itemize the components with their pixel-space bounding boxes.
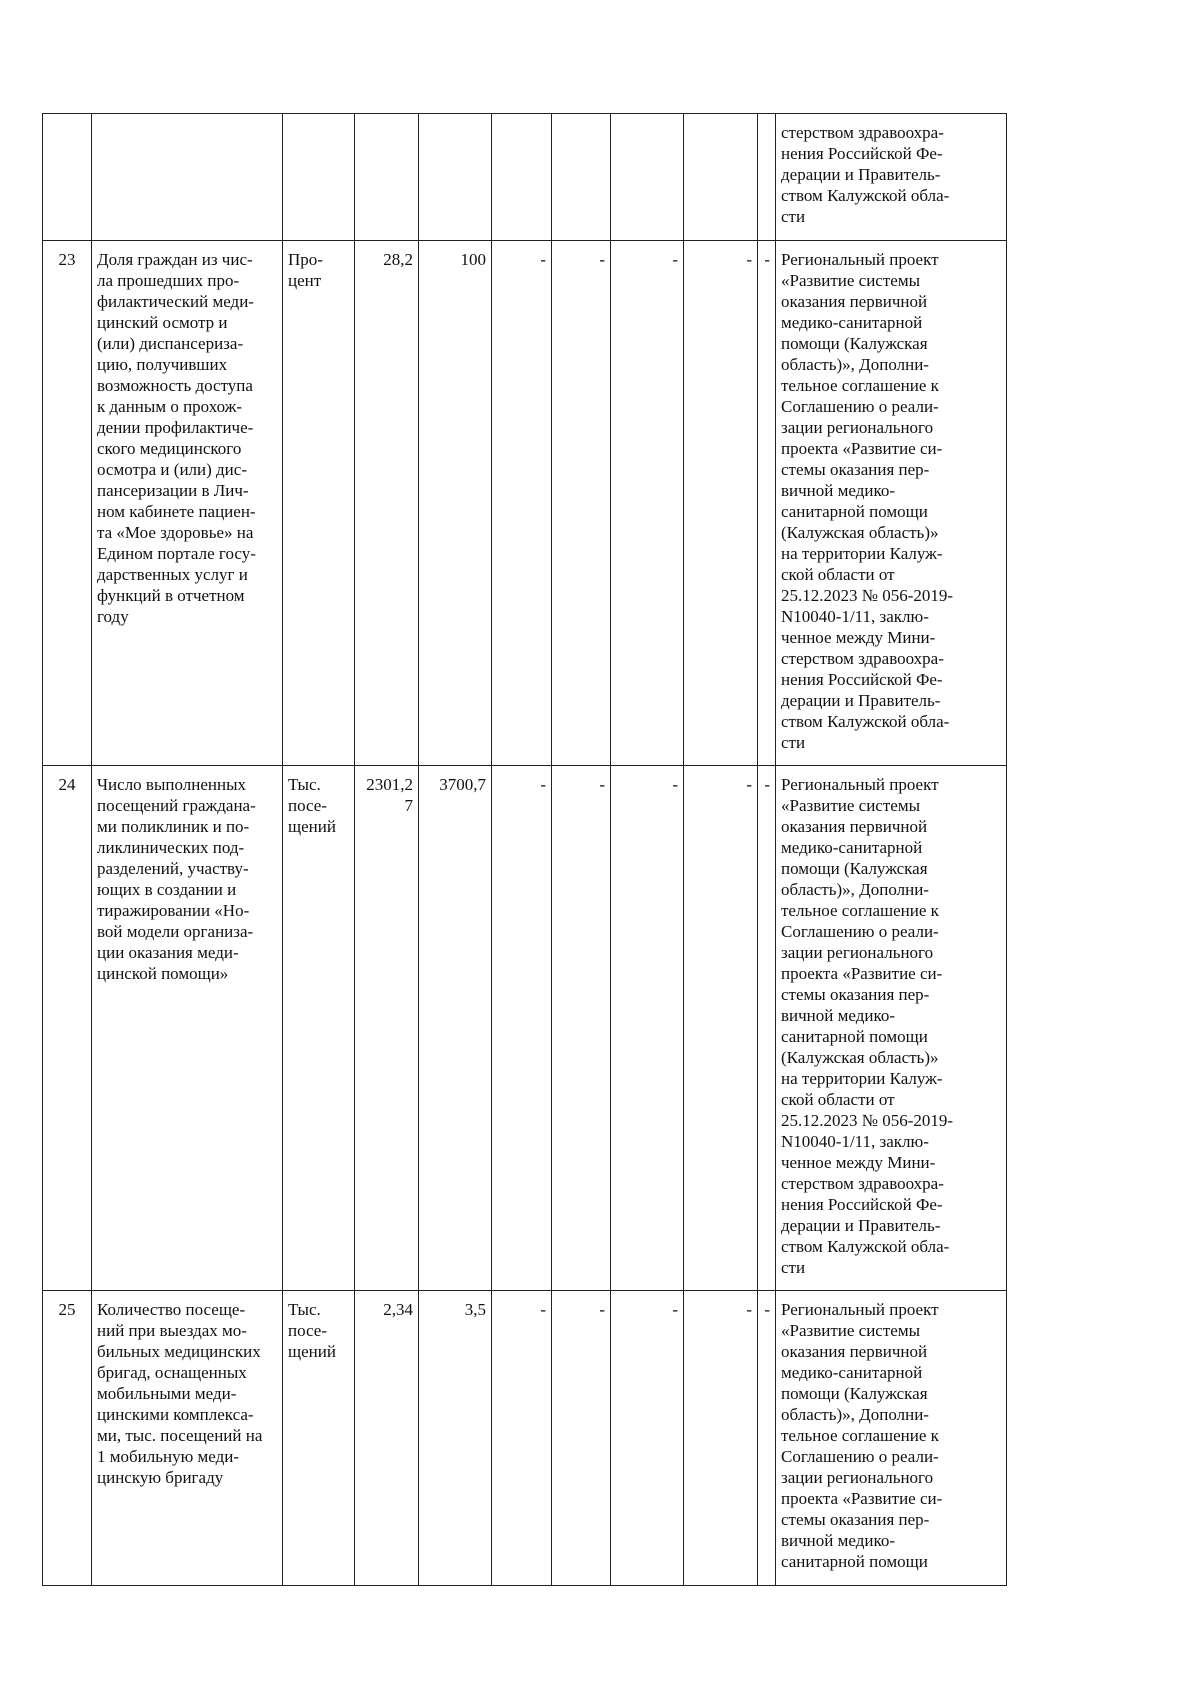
cell-indicator: Количество посеще- ний при выездах мо- бильных медицинских бригад, оснащенных мобильными меди- цинскими комплекса- ми, тыс. посещений на 1 мобильную меди- цинскую бригаду — [92, 1291, 283, 1586]
cell-year-5: - — [758, 766, 776, 1291]
table-row — [43, 1291, 1007, 1586]
cell-indicator: Доля граждан из чис- ла прошедших про- филактический меди- цинский осмотр и (или) диспансериза- цию, получивших возможность доступа к данным о прохож- дении профилактиче- ского медицинского осмотра и (или) дис- пансеризации в Лич- ном кабинете пациен- та «Мое здоровье» на Едином портале госу- дарственных услуг и функций в отчетном году — [92, 241, 283, 766]
cell-year-2: - — [552, 766, 611, 1291]
cell-no: 25 — [43, 1291, 92, 1586]
cell-no — [43, 114, 92, 241]
cell-year-4 — [684, 114, 758, 241]
cell-year-4: - — [684, 766, 758, 1291]
cell-year-1: - — [492, 1291, 552, 1586]
cell-year-1: - — [492, 241, 552, 766]
indicators-table — [42, 113, 1007, 1586]
cell-source: стерством здравоохра- нения Российской Фе- дерации и Правитель- ством Калужской обла- сти — [776, 114, 1007, 241]
cell-source: Региональный проект «Развитие системы оказания первичной медико-санитарной помощи (Калужская область)», Дополни- тельное соглашение к Соглашению о реали- зации регионального проекта «Развитие си- стемы оказания пер- вичной медико- санитарной помощи — [776, 1291, 1007, 1586]
cell-unit — [283, 114, 355, 241]
cell-source: Региональный проект «Развитие системы оказания первичной медико-санитарной помощи (Калужская область)», Дополни- тельное соглашение к Соглашению о реали- зации регионального проекта «Развитие си- стемы оказания пер- вичной медико- санитарной помощи (Калужская область)» на территории Калуж- ской области от 25.12.2023 № 056-2019- N10040-1/11, заклю- ченное между Мини- стерством здравоохра- нения Российской Фе- дерации и Правитель- ством Калужской обла- сти — [776, 241, 1007, 766]
table-row — [43, 766, 1007, 1291]
document-page — [42, 113, 1006, 1586]
cell-year-5 — [758, 114, 776, 241]
cell-no: 24 — [43, 766, 92, 1291]
cell-target — [419, 114, 492, 241]
cell-year-2 — [552, 114, 611, 241]
cell-target: 100 — [419, 241, 492, 766]
cell-year-2: - — [552, 241, 611, 766]
cell-year-4: - — [684, 1291, 758, 1586]
cell-unit: Тыс. посе- щений — [283, 1291, 355, 1586]
cell-year-5: - — [758, 1291, 776, 1586]
cell-year-4: - — [684, 241, 758, 766]
cell-unit: Тыс. посе- щений — [283, 766, 355, 1291]
cell-year-3: - — [611, 766, 684, 1291]
cell-year-2: - — [552, 1291, 611, 1586]
cell-indicator — [92, 114, 283, 241]
cell-source: Региональный проект «Развитие системы оказания первичной медико-санитарной помощи (Калужская область)», Дополни- тельное соглашение к Соглашению о реали- зации регионального проекта «Развитие си- стемы оказания пер- вичной медико- санитарной помощи (Калужская область)» на территории Калуж- ской области от 25.12.2023 № 056-2019- N10040-1/11, заклю- ченное между Мини- стерством здравоохра- нения Российской Фе- дерации и Правитель- ством Калужской обла- сти — [776, 766, 1007, 1291]
table-row — [43, 241, 1007, 766]
cell-base: 28,2 — [355, 241, 419, 766]
cell-target: 3700,7 — [419, 766, 492, 1291]
cell-base: 2301,2 7 — [355, 766, 419, 1291]
cell-year-3 — [611, 114, 684, 241]
cell-base: 2,34 — [355, 1291, 419, 1586]
cell-year-1: - — [492, 766, 552, 1291]
cell-target: 3,5 — [419, 1291, 492, 1586]
cell-indicator: Число выполненных посещений граждана- ми поликлиник и по- ликлинических под- разделений, участву- ющих в создании и тиражировании «Но- вой модели организа- ции оказания меди- цинской помощи» — [92, 766, 283, 1291]
cell-year-1 — [492, 114, 552, 241]
cell-year-5: - — [758, 241, 776, 766]
cell-no: 23 — [43, 241, 92, 766]
table-row-continuation — [43, 114, 1007, 241]
cell-year-3: - — [611, 241, 684, 766]
cell-base — [355, 114, 419, 241]
cell-unit: Про- цент — [283, 241, 355, 766]
cell-year-3: - — [611, 1291, 684, 1586]
